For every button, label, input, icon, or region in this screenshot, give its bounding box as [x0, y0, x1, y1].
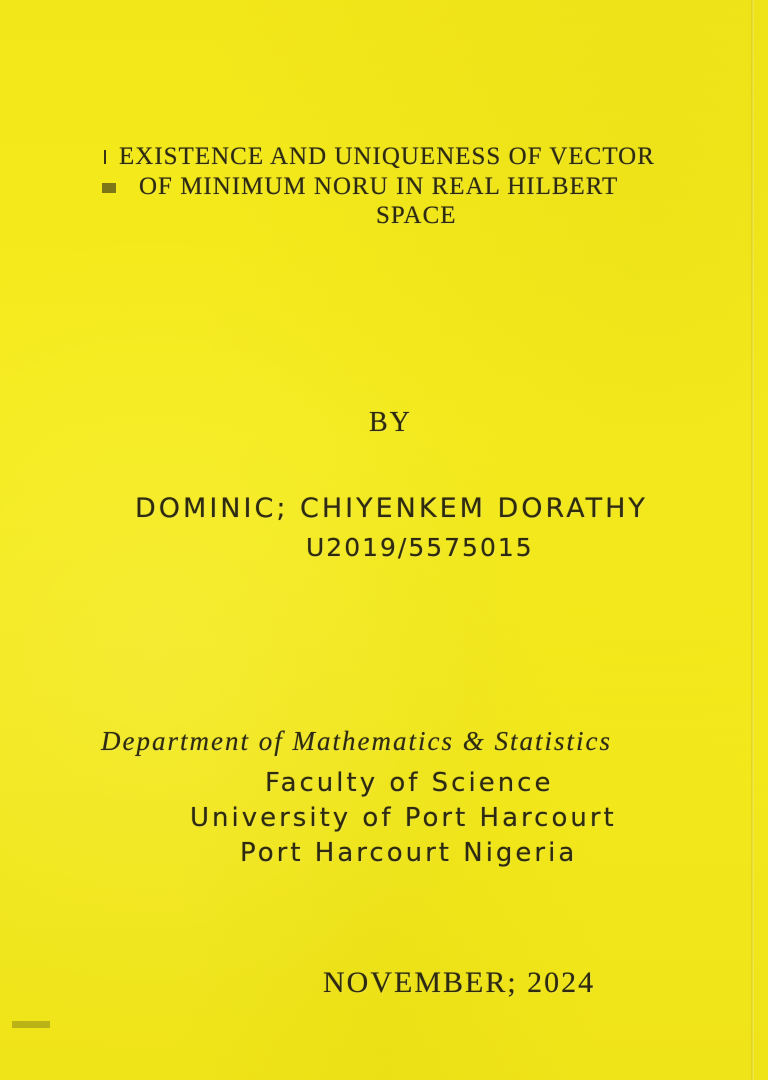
faculty-name: Faculty of Science: [265, 768, 554, 798]
title-line-1: EXISTENCE AND UNIQUENESS OF VECTOR: [119, 143, 655, 170]
location-text: Port Harcourt Nigeria: [240, 838, 578, 868]
university-name: University of Port Harcourt: [190, 803, 617, 833]
submission-date: NOVEMBER; 2024: [323, 966, 596, 999]
cover-fold-crease: [751, 0, 754, 1080]
title-line-2: OF MINIMUM NORU IN REAL HILBERT: [139, 173, 619, 200]
smudge-mark-icon: [101, 178, 119, 196]
corner-smudge-icon: [10, 1016, 54, 1035]
department-name: Department of Mathematics & Statistics: [101, 726, 612, 756]
author-name: DOMINIC; CHIYENKEM DORATHY: [135, 493, 648, 524]
bracket-mark-icon: [101, 148, 119, 166]
title-line-3: SPACE: [376, 202, 457, 229]
registration-number: U2019/5575015: [306, 533, 534, 562]
by-label: BY: [369, 407, 412, 438]
